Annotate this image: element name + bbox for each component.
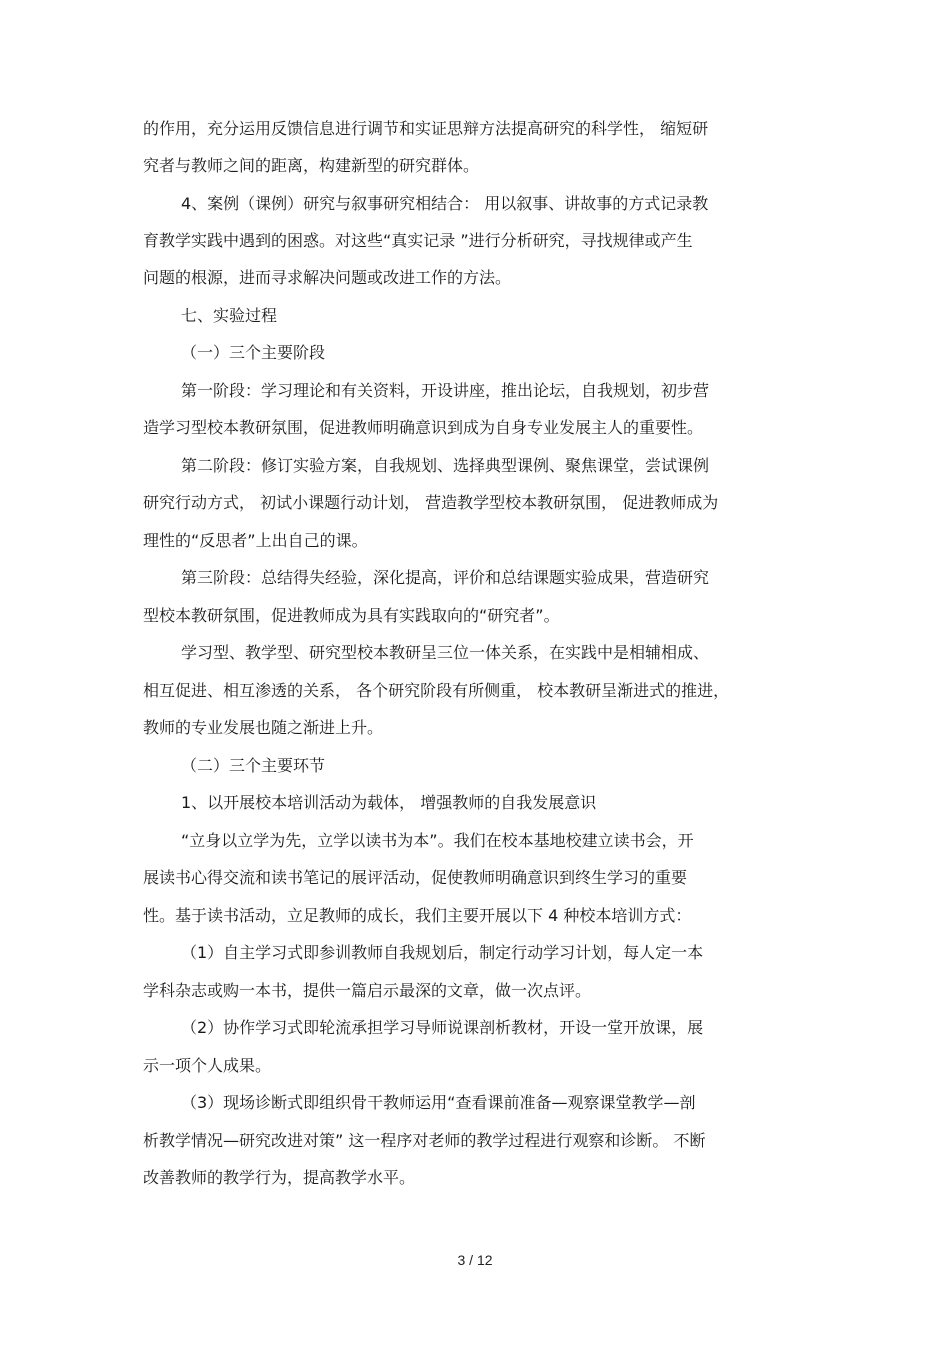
text-line: 研究行动方式， 初试小课题行动计划， 营造教学型校本教研氛围， 促进教师成为 bbox=[143, 493, 719, 512]
text-line: 第二阶段：修订实验方案，自我规划、选择典型课例、聚焦课堂，尝试课例 bbox=[181, 456, 710, 475]
text-line: （1）自主学习式即参训教师自我规划后，制定行动学习计划，每人定一本 bbox=[181, 943, 704, 962]
text-line: 究者与教师之间的距离，构建新型的研究群体。 bbox=[143, 156, 480, 175]
text-line: 问题的根源，进而寻求解决问题或改进工作的方法。 bbox=[143, 268, 512, 287]
text-line: “立身以立学为先，立学以读书为本”。我们在校本基地校建立读书会，开 bbox=[181, 831, 694, 850]
text-line: 展读书心得交流和读书笔记的展评活动，促使教师明确意识到终生学习的重要 bbox=[143, 868, 688, 887]
text-line: 七、实验过程 bbox=[181, 306, 278, 325]
text-line: 育教学实践中遇到的困惑。对这些“真实记录 ”进行分析研究，寻找规律或产生 bbox=[143, 231, 693, 250]
text-line: （2）协作学习式即轮流承担学习导师说课剖析教材，开设一堂开放课，展 bbox=[181, 1018, 704, 1037]
text-line: （二）三个主要环节 bbox=[181, 756, 326, 775]
text-line: 相互促进、相互渗透的关系， 各个研究阶段有所侧重， 校本教研呈渐进式的推进， bbox=[143, 681, 730, 700]
page-number: 3 / 12 bbox=[457, 1252, 493, 1268]
text-line: 学习型、教学型、研究型校本教研呈三位一体关系，在实践中是相辅相成、 bbox=[181, 643, 710, 662]
text-line: （3）现场诊断式即组织骨干教师运用“查看课前准备—观察课堂教学—剖 bbox=[181, 1093, 696, 1112]
text-line: 教师的专业发展也随之渐进上升。 bbox=[143, 718, 384, 737]
text-line: 型校本教研氛围，促进教师成为具有实践取向的“研究者”。 bbox=[143, 606, 560, 625]
text-line: 学科杂志或购一本书，提供一篇启示最深的文章，做一次点评。 bbox=[143, 981, 592, 1000]
text-line: 1、以开展校本培训活动为载体， 增强教师的自我发展意识 bbox=[181, 793, 597, 812]
text-line: 性。基于读书活动，立足教师的成长，我们主要开展以下 4 种校本培训方式： bbox=[143, 906, 692, 925]
text-line: 析教学情况—研究改进对策” 这一程序对老师的教学过程进行观察和诊断。 不断 bbox=[143, 1131, 706, 1150]
text-line: 第一阶段：学习理论和有关资料，开设讲座，推出论坛，自我规划，初步营 bbox=[181, 381, 710, 400]
text-line: 第三阶段：总结得失经验，深化提高，评价和总结课题实验成果，营造研究 bbox=[181, 568, 710, 587]
text-line: 4、案例（课例）研究与叙事研究相结合： 用以叙事、讲故事的方式记录教 bbox=[181, 194, 709, 213]
text-line: 理性的“反思者”上出自己的课。 bbox=[143, 531, 368, 550]
text-line: （一）三个主要阶段 bbox=[181, 343, 326, 362]
text-line: 示一项个人成果。 bbox=[143, 1056, 272, 1075]
text-line: 改善教师的教学行为，提高教学水平。 bbox=[143, 1168, 416, 1187]
text-line: 造学习型校本教研氛围，促进教师明确意识到成为自身专业发展主人的重要性。 bbox=[143, 418, 704, 437]
text-line: 的作用，充分运用反馈信息进行调节和实证思辩方法提高研究的科学性， 缩短研 bbox=[143, 119, 709, 138]
